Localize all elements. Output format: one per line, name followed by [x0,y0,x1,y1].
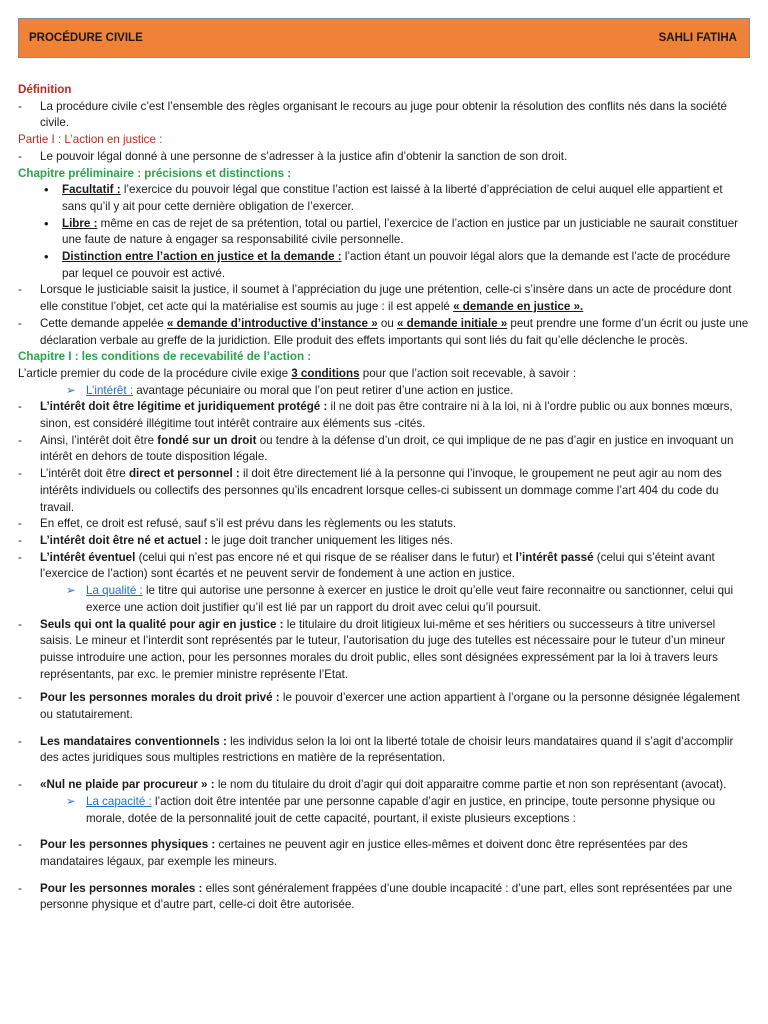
mandataires-item [18,734,750,767]
personnes-morales-prive-label: Pour les personnes morales du droit privé : [40,691,280,705]
qualite-label: La qualité : [86,584,143,598]
header-course-title: PROCÉDURE CIVILE [29,31,143,44]
partie1-heading: Partie I : L’action en justice : [18,133,163,147]
chap1-intro-conditions: 3 conditions [291,366,360,380]
mandataires-text: les individus selon la loi ont la liberté totale de choisir leurs mandataires quand il s’agit d’accomplir des actes juridiques sous multiples restrictions en matière de la représentation. [40,734,734,765]
demande-introductive-term: « demande d’introductive d’instance » [166,316,378,330]
dash-marker: - [18,778,22,792]
demande-initiale-text-c: peut prendre une forme d’un écrit ou juste une déclaration verbale au greffe de la juridiction. Elle produit des effets importants qui sont liés du fait qu’elle déclenche le procès. [40,316,749,347]
chap1-intro-c: pour que l’action soit recevable, à savoir : [359,366,577,380]
droit-refuse-item [18,516,750,533]
definition-heading: Définition [18,83,72,96]
interet-eventuel-label: L’intérêt éventuel [40,550,136,564]
libre-text: même en cas de rejet de sa prétention, total ou partiel, l’exercice de l’action en justice par un justiciable ne saurait constituer une faute de nature à engager sa responsabilité civile personnelle. [62,216,739,247]
partie1-text: Le pouvoir légal donné à une personne de s’adresser à la justice afin d’obtenir la sanction de son droit. [40,149,568,163]
dash-marker: - [18,533,22,547]
interet-fonde-b: fondé sur un droit [157,433,257,447]
interet-eventuel-b: (celui qui n’est pas encore né et qui risque de se réaliser dans le futur) et [135,550,516,564]
interet-direct-a: L’intérêt doit être [40,467,129,481]
personnes-morales-text: elles sont généralement frappées d’une double incapacité : d’une part, elles sont représentées par une personne physique et d’autre part, celle-ci doit être autorisée. [40,881,733,912]
droit-refuse-text: En effet, ce droit est refusé, sauf s’il est prévu dans les règlements ou les statuts. [40,517,457,531]
arrow-bullet-icon: ➢ [66,383,76,397]
demande-justice-item [18,282,750,315]
dash-marker: - [18,838,22,852]
chap1-heading: Chapitre I : les conditions de recevabilité de l’action : [18,350,312,364]
arrow-capacite [18,794,750,827]
personnes-morales-prive-text: le pouvoir d’exercer une action appartient à l’organe ou la personne désignée légalement ou statutairement. [40,691,740,722]
interet-fonde-c: ou tendre à la défense d’un droit, ce qui implique de ne pas d’agir en justice en invoquant un intérêt en dehors de toute disposition légale. [40,433,734,464]
personnes-morales-label: Pour les personnes morales : [40,881,203,895]
page-header [18,18,750,58]
bullet-marker: • [44,182,49,198]
facultatif-label: Facultatif : [62,183,121,197]
bullet-marker: • [44,249,49,265]
demande-justice-term: « demande en justice ». [453,300,584,314]
interet-ne-label: L’intérêt doit être né et actuel : [40,533,209,547]
interet-legitime-text: il ne doit pas être contraire ni à la loi, ni à l’ordre public ou aux bonnes mœurs, sinon, est considéré illégitime tout intérêt contraire aux éléments sus -cités. [40,400,733,431]
capacite-text: l’action doit être intentée par une personne capable d’agir en justice, en principe, toute personne physique ou morale, dotée de la personnalité jouit de cette capacité, pourtant, il existe plusieurs exceptions : [86,794,716,825]
bullet-facultatif [18,182,750,215]
seuls-qualite-item [18,617,750,684]
dash-marker: - [18,691,22,705]
chap-prelim-heading: Chapitre préliminaire : précisions et distinctions : [18,166,292,180]
demande-initiale-term: « demande initiale » [397,316,508,330]
personnes-physiques-item [18,837,750,870]
chap1-intro-a: L’article premier du code de la procédure civile exige [18,366,292,380]
interet-label: L’intérêt : [86,383,134,397]
document-body [18,82,750,914]
arrow-bullet-icon: ➢ [66,794,76,808]
personnes-morales-prive-item [18,690,750,723]
interet-fonde-a: Ainsi, l’intérêt doit être [40,433,158,447]
seuls-qualite-text: le titulaire du droit litigieux lui-même et ses héritiers ou successeurs à titre universel saisis. Le mineur et l’interdit sont représentés par le tuteur, l’autorisation du juge des tutelles est nécessaire pour le tuteur d’un mineur puisse introduire une action, pour les personnes morales du droit public, elles sont désignées expressément par la loi à travers leurs représentants, par exc. le premier ministre représente l’Etat. [40,617,726,681]
distinction-label: Distinction entre l’action en justice et la demande : [62,250,342,264]
dash-marker: - [18,467,22,481]
arrow-interet [18,383,750,400]
interet-eventuel-item [18,550,750,583]
personnes-physiques-text: certaines ne peuvent agir en justice elles-mêmes et doivent donc être représentées par des mandataires légaux, par exemple les mineurs. [40,838,688,868]
definition-item [18,99,750,132]
interet-ne-item [18,533,750,550]
distinction-text: l’action étant un pouvoir légal alors que la demande est l’acte de procédure par lequel ce pouvoir est activé. [62,250,731,280]
dash-marker: - [18,149,22,163]
dash-marker: - [18,99,22,113]
partie1-item [18,149,750,166]
bullet-marker: • [44,215,49,231]
facultatif-text: l’exercice du pouvoir légal que constitue l’action est laissé à la liberté d’appréciation de celui auquel elle appartient et sans qu’il y ait pour cette dernière obligation de l’exercer. [62,183,723,213]
interet-legitime-label: L’intérêt doit être légitime et juridiquement protégé : [40,400,328,414]
personnes-physiques-label: Pour les personnes physiques : [40,838,216,852]
dash-marker: - [18,517,22,531]
header-author-name: SAHLI FATIHA [658,31,737,44]
interet-direct-item [18,466,750,516]
nul-ne-plaide-text: le nom du titulaire du droit d’agir qui doit apparaitre comme partie et non son représentant (avocat). [214,778,727,792]
dash-marker: - [18,734,22,748]
nul-ne-plaide-item [18,777,750,794]
interet-ne-text: le juge doit trancher uniquement les litiges nés. [208,533,454,547]
interet-direct-c: il doit être directement lié à la personne qui l’invoque, le groupement ne peut agir au nom des intérêts individuels ou collectifs des personnes qu’ils encadrent lorsque celles-ci subissent un dommage comme l’art 404 du code du travail. [40,467,722,514]
bullet-libre [18,216,750,249]
bullet-distinction [18,249,750,282]
demande-initiale-text-a: Cette demande appelée [40,316,167,330]
dash-marker: - [18,881,22,895]
capacite-label: La capacité : [86,794,152,808]
demande-initiale-text-b: ou [377,316,397,330]
libre-label: Libre : [62,216,98,230]
chap1-intro [18,366,750,383]
dash-marker: - [18,316,22,330]
mandataires-label: Les mandataires conventionnels : [40,734,227,748]
dash-marker: - [18,283,22,297]
dash-marker: - [18,400,22,414]
definition-text: La procédure civile c’est l’ensemble des règles organisant le recours au juge pour obtenir la résolution des conflits nés dans la société civile. [40,99,727,130]
demande-justice-text: Lorsque le justiciable saisit la justice, il soumet à l’appréciation du juge une prétention, celle-ci s’insère dans un acte de procédure dont elle constitue l’objet, cet acte qui la matérialise est soumis au juge : il est appelé [40,283,732,314]
interet-eventuel-d: (celui qui s’éteint avant l’exercice de l’action) sont écartés et ne peuvent servir de fondement à une action en justice. [40,550,715,581]
qualite-text: le titre qui autorise une personne à exercer en justice le droit qu’elle veut faire reconnaitre ou sanctionner, celui qui exerce une action doit justifier qu’il est lié par un rapport du droit avec celui qu’il poursuit. [86,584,734,614]
interet-passe-label: l’intérêt passé [515,550,594,564]
dash-marker: - [18,433,22,447]
interet-legitime-item [18,399,750,432]
interet-text: avantage pécuniaire ou moral que l’on peut retirer d’une action en justice. [133,383,514,397]
interet-direct-b: direct et personnel : [128,467,240,481]
personnes-morales-item [18,881,750,914]
interet-fonde-item [18,433,750,466]
seuls-qualite-label: Seuls qui ont la qualité pour agir en justice : [40,617,284,631]
arrow-bullet-icon: ➢ [66,584,76,598]
arrow-qualite [18,583,750,616]
dash-marker: - [18,550,22,564]
nul-ne-plaide-label: «Nul ne plaide par procureur » : [40,778,215,792]
demande-initiale-item [18,316,750,349]
dash-marker: - [18,617,22,631]
